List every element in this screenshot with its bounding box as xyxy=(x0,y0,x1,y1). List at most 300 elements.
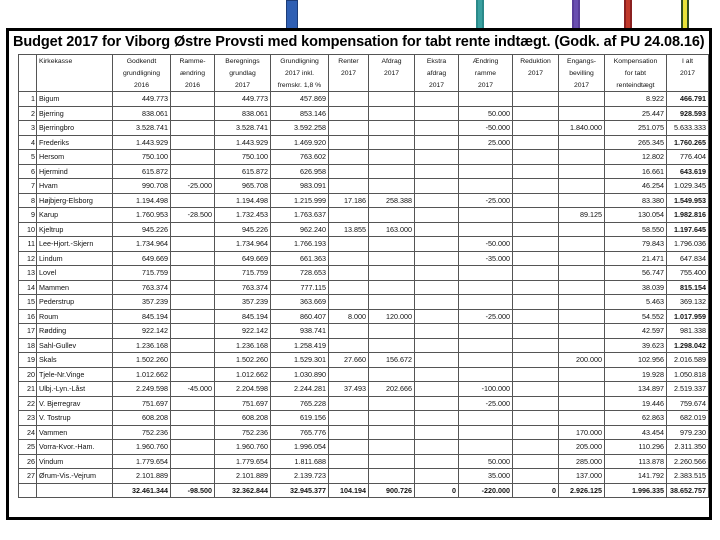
header-cell: grundligning xyxy=(113,67,171,79)
table-cell xyxy=(171,106,215,121)
header-cell: for tabt xyxy=(605,67,667,79)
table-cell: 983.091 xyxy=(271,179,329,194)
table-cell: 1.766.193 xyxy=(271,237,329,252)
kirkekasse-name: Hvam xyxy=(37,179,113,194)
table-cell: 1.796.036 xyxy=(667,237,709,252)
table-row xyxy=(19,309,709,324)
table-cell: 1.763.637 xyxy=(271,208,329,223)
table-cell: -25.000 xyxy=(459,309,513,324)
row-index: 12 xyxy=(19,251,37,266)
table-cell xyxy=(559,382,605,397)
table-cell: 25.000 xyxy=(459,135,513,150)
total-cell: 0 xyxy=(513,483,559,498)
header-cell xyxy=(19,55,37,68)
table-cell xyxy=(459,266,513,281)
table-cell: -35.000 xyxy=(459,251,513,266)
header-cell: Engangs- xyxy=(559,55,605,68)
header-row xyxy=(19,67,709,79)
table-cell xyxy=(415,92,459,107)
table-cell xyxy=(329,396,369,411)
row-index: 9 xyxy=(19,208,37,223)
table-cell xyxy=(415,454,459,469)
table-row xyxy=(19,295,709,310)
table-cell: 357.239 xyxy=(113,295,171,310)
table-cell: 258.388 xyxy=(369,193,415,208)
table-cell: 1.549.953 xyxy=(667,193,709,208)
table-cell xyxy=(415,425,459,440)
table-cell xyxy=(171,135,215,150)
header-cell: grundlag xyxy=(215,67,271,79)
table-cell: 2.244.281 xyxy=(271,382,329,397)
row-index: 18 xyxy=(19,338,37,353)
table-cell xyxy=(171,164,215,179)
table-header xyxy=(19,55,709,92)
table-row xyxy=(19,324,709,339)
table-cell: 50.000 xyxy=(459,106,513,121)
table-cell xyxy=(171,193,215,208)
header-cell: ændring xyxy=(171,67,215,79)
table-cell: 1.215.999 xyxy=(271,193,329,208)
header-cell: Kirkekasse xyxy=(37,55,113,68)
row-index: 27 xyxy=(19,469,37,484)
header-cell: 2017 xyxy=(215,79,271,92)
table-cell: 1.443.929 xyxy=(113,135,171,150)
table-cell xyxy=(559,92,605,107)
table-row xyxy=(19,164,709,179)
table-cell xyxy=(559,266,605,281)
table-cell xyxy=(513,121,559,136)
table-cell: 763.374 xyxy=(113,280,171,295)
table-cell: 2.260.566 xyxy=(667,454,709,469)
table-cell: 2.249.598 xyxy=(113,382,171,397)
table-row xyxy=(19,121,709,136)
table-cell xyxy=(369,324,415,339)
table-cell: 838.061 xyxy=(113,106,171,121)
total-cell: -98.500 xyxy=(171,483,215,498)
table-cell: 1.194.498 xyxy=(215,193,271,208)
table-cell xyxy=(559,135,605,150)
kirkekasse-name: Tjele-Nr.Vinge xyxy=(37,367,113,382)
table-cell xyxy=(369,411,415,426)
kirkekasse-name: Vorra-Kvor.-Ham. xyxy=(37,440,113,455)
table-cell xyxy=(513,193,559,208)
header-cell: Afdrag xyxy=(369,55,415,68)
table-cell xyxy=(459,208,513,223)
table-cell xyxy=(329,338,369,353)
table-cell xyxy=(171,266,215,281)
table-cell xyxy=(559,222,605,237)
table-cell: 990.708 xyxy=(113,179,171,194)
table-cell: 1.760.953 xyxy=(113,208,171,223)
total-row xyxy=(19,483,709,498)
table-cell: 2.311.350 xyxy=(667,440,709,455)
header-cell xyxy=(37,79,113,92)
table-cell xyxy=(369,367,415,382)
header-cell: renteindtægt xyxy=(605,79,667,92)
table-cell xyxy=(459,295,513,310)
table-row xyxy=(19,135,709,150)
table-cell xyxy=(513,338,559,353)
table-cell: 615.872 xyxy=(215,164,271,179)
kirkekasse-name: Frederiks xyxy=(37,135,113,150)
table-cell: 1.779.654 xyxy=(113,454,171,469)
header-cell: fremskr. 1,8 % xyxy=(271,79,329,92)
header-cell: 2016 xyxy=(171,79,215,92)
table-cell xyxy=(369,295,415,310)
table-cell: 1.760.265 xyxy=(667,135,709,150)
table-cell: 8.000 xyxy=(329,309,369,324)
table-cell xyxy=(415,135,459,150)
table-cell: 449.773 xyxy=(113,92,171,107)
table-cell xyxy=(171,237,215,252)
header-cell: afdrag xyxy=(415,67,459,79)
total-cell: 2.926.125 xyxy=(559,483,605,498)
table-cell: 763.602 xyxy=(271,150,329,165)
table-cell: 750.100 xyxy=(113,150,171,165)
table-cell xyxy=(559,411,605,426)
row-index: 1 xyxy=(19,92,37,107)
table-cell xyxy=(513,425,559,440)
table-cell xyxy=(513,324,559,339)
table-cell xyxy=(559,324,605,339)
table-cell: 763.374 xyxy=(215,280,271,295)
table-cell xyxy=(415,179,459,194)
table-cell: 815.154 xyxy=(667,280,709,295)
table-cell: 1.298.042 xyxy=(667,338,709,353)
table-cell: 845.194 xyxy=(215,309,271,324)
table-row xyxy=(19,92,709,107)
table-row xyxy=(19,237,709,252)
header-cell: 2017 inkl. xyxy=(271,67,329,79)
kirkekasse-name: Rødding xyxy=(37,324,113,339)
row-index: 26 xyxy=(19,454,37,469)
table-cell xyxy=(459,164,513,179)
table-cell xyxy=(559,106,605,121)
table-cell: 1.030.890 xyxy=(271,367,329,382)
header-cell: 2017 xyxy=(329,67,369,79)
table-cell: 649.669 xyxy=(215,251,271,266)
table-body xyxy=(19,92,709,484)
header-cell: 2016 xyxy=(113,79,171,92)
table-cell: 27.660 xyxy=(329,353,369,368)
header-cell xyxy=(37,67,113,79)
table-cell: 42.597 xyxy=(605,324,667,339)
kirkekasse-name: Lee-Hjort.-Skjern xyxy=(37,237,113,252)
header-cell: Ekstra xyxy=(415,55,459,68)
table-cell xyxy=(415,208,459,223)
table-cell xyxy=(329,237,369,252)
table-cell: 3.592.258 xyxy=(271,121,329,136)
table-cell: 981.338 xyxy=(667,324,709,339)
table-cell: 2.383.515 xyxy=(667,469,709,484)
header-cell: 2017 xyxy=(369,67,415,79)
kirkekasse-name: Hjermind xyxy=(37,164,113,179)
table-cell xyxy=(459,92,513,107)
table-cell xyxy=(369,396,415,411)
table-cell: 750.100 xyxy=(215,150,271,165)
table-cell xyxy=(369,280,415,295)
table-cell: 3.528.741 xyxy=(215,121,271,136)
table-cell: 755.400 xyxy=(667,266,709,281)
table-cell: 945.226 xyxy=(215,222,271,237)
table-cell xyxy=(171,295,215,310)
table-cell: -25.000 xyxy=(171,179,215,194)
table-cell xyxy=(559,367,605,382)
table-cell xyxy=(171,367,215,382)
table-row xyxy=(19,251,709,266)
table-cell xyxy=(171,92,215,107)
table-cell xyxy=(513,469,559,484)
table-cell xyxy=(329,295,369,310)
table-cell: 1.197.645 xyxy=(667,222,709,237)
table-cell: 928.593 xyxy=(667,106,709,121)
table-cell: -25.000 xyxy=(459,396,513,411)
table-cell: 965.708 xyxy=(215,179,271,194)
row-index: 17 xyxy=(19,324,37,339)
table-cell: 728.653 xyxy=(271,266,329,281)
kirkekasse-name: Mammen xyxy=(37,280,113,295)
table-cell: 265.345 xyxy=(605,135,667,150)
table-cell: 751.697 xyxy=(113,396,171,411)
table-cell: 200.000 xyxy=(559,353,605,368)
row-index: 16 xyxy=(19,309,37,324)
table-cell xyxy=(415,309,459,324)
table-cell: 715.759 xyxy=(215,266,271,281)
table-cell xyxy=(513,367,559,382)
table-cell: 1.779.654 xyxy=(215,454,271,469)
table-cell: 1.960.760 xyxy=(215,440,271,455)
table-cell: 25.447 xyxy=(605,106,667,121)
table-cell xyxy=(369,92,415,107)
table-cell: 35.000 xyxy=(459,469,513,484)
table-cell: 1.734.964 xyxy=(215,237,271,252)
table-cell xyxy=(415,237,459,252)
header-cell: Godkendt xyxy=(113,55,171,68)
table-cell xyxy=(329,251,369,266)
table-cell xyxy=(369,425,415,440)
table-cell: 1.502.260 xyxy=(113,353,171,368)
table-cell xyxy=(369,237,415,252)
table-cell: 1.469.920 xyxy=(271,135,329,150)
table-row xyxy=(19,454,709,469)
table-cell: 2.519.337 xyxy=(667,382,709,397)
table-cell: 838.061 xyxy=(215,106,271,121)
table-cell: 2.204.598 xyxy=(215,382,271,397)
table-cell xyxy=(513,135,559,150)
row-index: 24 xyxy=(19,425,37,440)
total-cell xyxy=(19,483,37,498)
header-cell xyxy=(19,67,37,79)
table-cell xyxy=(329,164,369,179)
budget-table xyxy=(18,54,709,498)
table-cell: 137.000 xyxy=(559,469,605,484)
table-cell: 8.922 xyxy=(605,92,667,107)
table-cell: 37.493 xyxy=(329,382,369,397)
table-cell xyxy=(415,150,459,165)
table-cell xyxy=(513,440,559,455)
table-cell xyxy=(329,106,369,121)
table-cell: 113.878 xyxy=(605,454,667,469)
table-cell xyxy=(369,121,415,136)
table-cell: 2.101.889 xyxy=(113,469,171,484)
header-cell: 2017 xyxy=(459,79,513,92)
row-index: 4 xyxy=(19,135,37,150)
table-row xyxy=(19,396,709,411)
table-cell: 13.855 xyxy=(329,222,369,237)
kirkekasse-name: Bjerringbro xyxy=(37,121,113,136)
table-cell xyxy=(513,280,559,295)
table-cell: 777.115 xyxy=(271,280,329,295)
table-cell xyxy=(329,324,369,339)
table-cell: 752.236 xyxy=(215,425,271,440)
table-cell xyxy=(559,150,605,165)
table-cell xyxy=(415,222,459,237)
table-cell: 163.000 xyxy=(369,222,415,237)
table-cell xyxy=(559,237,605,252)
table-cell: 1.732.453 xyxy=(215,208,271,223)
table-cell xyxy=(513,106,559,121)
kirkekasse-name: Vindum xyxy=(37,454,113,469)
table-cell: 1.529.301 xyxy=(271,353,329,368)
table-cell: 1.258.419 xyxy=(271,338,329,353)
table-cell xyxy=(459,338,513,353)
header-row xyxy=(19,79,709,92)
table-cell: 922.142 xyxy=(215,324,271,339)
table-cell xyxy=(513,382,559,397)
table-cell xyxy=(459,179,513,194)
table-row xyxy=(19,353,709,368)
table-cell: 962.240 xyxy=(271,222,329,237)
kirkekasse-name: Højbjerg-Elsborg xyxy=(37,193,113,208)
table-cell: 83.380 xyxy=(605,193,667,208)
table-cell: 922.142 xyxy=(113,324,171,339)
table-cell: -45.000 xyxy=(171,382,215,397)
table-cell: 853.146 xyxy=(271,106,329,121)
table-cell: 39.623 xyxy=(605,338,667,353)
table-cell: 285.000 xyxy=(559,454,605,469)
table-cell xyxy=(459,353,513,368)
kirkekasse-name: Bjerring xyxy=(37,106,113,121)
table-cell xyxy=(171,425,215,440)
table-cell xyxy=(559,179,605,194)
table-cell: 608.208 xyxy=(215,411,271,426)
table-cell: 1.194.498 xyxy=(113,193,171,208)
table-cell: 12.802 xyxy=(605,150,667,165)
table-cell: 89.125 xyxy=(559,208,605,223)
table-cell: 2.016.589 xyxy=(667,353,709,368)
table-cell: 938.741 xyxy=(271,324,329,339)
table-cell: 457.869 xyxy=(271,92,329,107)
table-cell: 50.000 xyxy=(459,454,513,469)
table-cell xyxy=(415,266,459,281)
table-row xyxy=(19,280,709,295)
header-cell: 2017 xyxy=(667,67,709,79)
row-index: 25 xyxy=(19,440,37,455)
table-cell: 5.633.333 xyxy=(667,121,709,136)
header-cell xyxy=(329,79,369,92)
kirkekasse-name: Skals xyxy=(37,353,113,368)
table-cell: 251.075 xyxy=(605,121,667,136)
table-cell xyxy=(171,222,215,237)
table-cell xyxy=(171,251,215,266)
total-cell: 32.362.844 xyxy=(215,483,271,498)
table-cell: 1.443.929 xyxy=(215,135,271,150)
table-cell xyxy=(415,106,459,121)
table-cell: 141.792 xyxy=(605,469,667,484)
table-cell xyxy=(415,295,459,310)
table-cell xyxy=(415,338,459,353)
table-cell: 205.000 xyxy=(559,440,605,455)
table-cell xyxy=(171,338,215,353)
row-index: 23 xyxy=(19,411,37,426)
total-cell: 104.194 xyxy=(329,483,369,498)
table-cell xyxy=(415,411,459,426)
table-cell: 682.019 xyxy=(667,411,709,426)
total-cell: 900.726 xyxy=(369,483,415,498)
table-cell xyxy=(459,440,513,455)
table-cell: 19.928 xyxy=(605,367,667,382)
table-cell xyxy=(513,396,559,411)
table-cell xyxy=(329,280,369,295)
table-row xyxy=(19,469,709,484)
header-cell xyxy=(667,79,709,92)
table-cell xyxy=(329,150,369,165)
header-cell: Grundligning xyxy=(271,55,329,68)
table-cell xyxy=(513,454,559,469)
table-cell xyxy=(415,367,459,382)
table-cell: -28.500 xyxy=(171,208,215,223)
table-cell xyxy=(329,92,369,107)
table-cell: 860.407 xyxy=(271,309,329,324)
table-cell xyxy=(329,179,369,194)
table-cell: 1.811.688 xyxy=(271,454,329,469)
table-cell: 1.012.662 xyxy=(113,367,171,382)
table-row xyxy=(19,440,709,455)
table-cell xyxy=(329,135,369,150)
total-cell: 32.461.344 xyxy=(113,483,171,498)
row-index: 8 xyxy=(19,193,37,208)
table-row xyxy=(19,266,709,281)
table-cell: -50.000 xyxy=(459,121,513,136)
header-cell: I alt xyxy=(667,55,709,68)
table-cell xyxy=(171,440,215,455)
table-cell xyxy=(513,92,559,107)
table-cell xyxy=(513,237,559,252)
table-cell: 619.156 xyxy=(271,411,329,426)
header-cell xyxy=(19,79,37,92)
table-cell xyxy=(559,338,605,353)
table-cell: 776.404 xyxy=(667,150,709,165)
table-cell: 751.697 xyxy=(215,396,271,411)
table-cell: 1.840.000 xyxy=(559,121,605,136)
table-cell xyxy=(329,367,369,382)
table-cell xyxy=(415,164,459,179)
table-cell xyxy=(513,222,559,237)
header-cell: Kompensation xyxy=(605,55,667,68)
table-cell: 945.226 xyxy=(113,222,171,237)
table-cell xyxy=(559,251,605,266)
table-cell xyxy=(513,251,559,266)
row-index: 10 xyxy=(19,222,37,237)
table-cell: 16.661 xyxy=(605,164,667,179)
table-row xyxy=(19,193,709,208)
table-cell xyxy=(369,454,415,469)
table-cell xyxy=(513,179,559,194)
row-index: 21 xyxy=(19,382,37,397)
table-cell xyxy=(415,469,459,484)
row-index: 11 xyxy=(19,237,37,252)
table-cell: 752.236 xyxy=(113,425,171,440)
